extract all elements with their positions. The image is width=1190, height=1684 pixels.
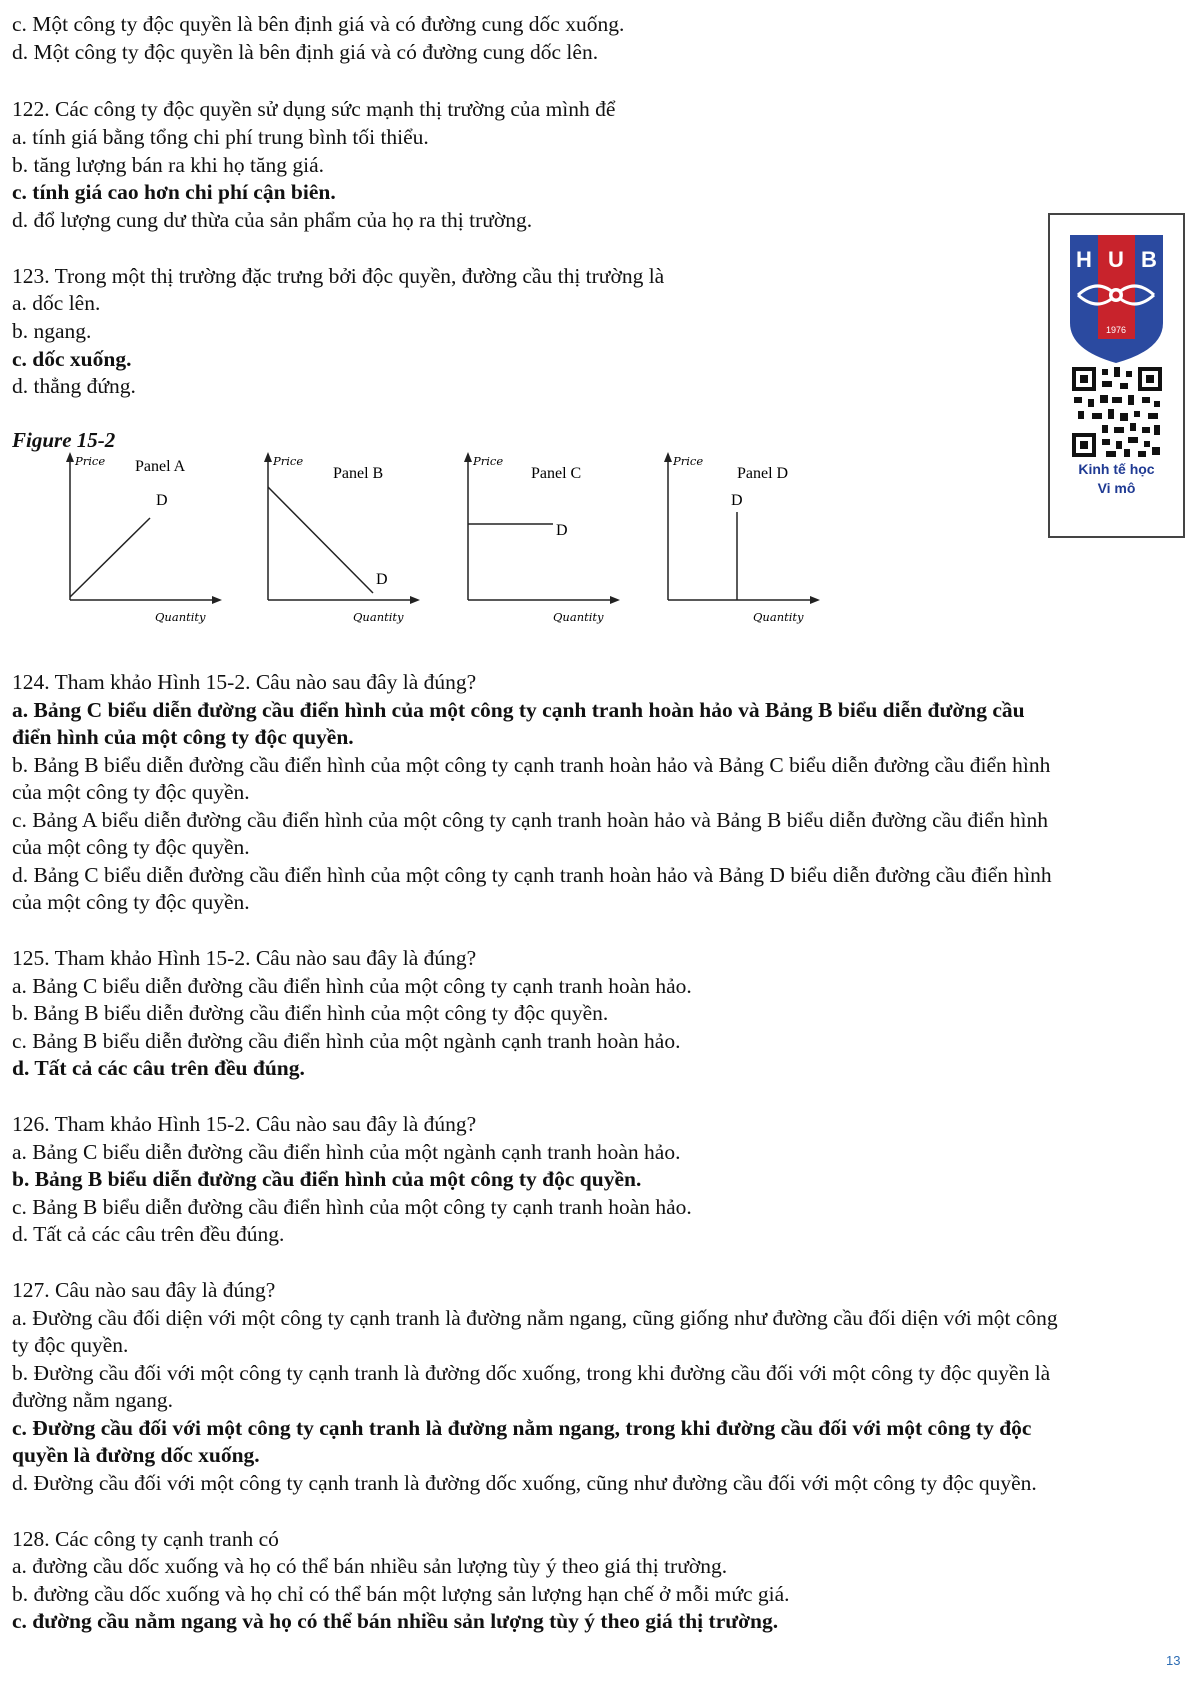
answer-125-d: d. Tất cả các câu trên đều đúng. bbox=[12, 1056, 305, 1080]
answer-126-b: b. Bảng B biểu diễn đường cầu điển hình của một công ty độc quyền. bbox=[12, 1167, 642, 1191]
answer-127-c-cont: quyền là đường dốc xuống. bbox=[12, 1443, 260, 1467]
answer-126-c: c. Bảng B biểu diễn đường cầu điển hình của một công ty cạnh tranh hoàn hảo. bbox=[12, 1195, 692, 1219]
logo-letter-h: H bbox=[1076, 247, 1092, 272]
question-127: 127. Câu nào sau đây là đúng? bbox=[12, 1278, 276, 1302]
logo-letter-u: U bbox=[1108, 247, 1124, 272]
panel-d bbox=[658, 450, 828, 630]
answer-126-d: d. Tất cả các câu trên đều đúng. bbox=[12, 1222, 285, 1246]
panel-c bbox=[458, 450, 628, 630]
demand-curve bbox=[268, 487, 373, 593]
logo-caption-line2: Vi mô bbox=[1097, 480, 1136, 496]
answer-124-a: a. Bảng C biểu diễn đường cầu điển hình của một công ty cạnh tranh hoàn hảo và Bảng B biểu diễn đường cầu bbox=[12, 698, 1025, 722]
answer-124-c-cont: của một công ty độc quyền. bbox=[12, 835, 250, 859]
answer-128-a: a. đường cầu dốc xuống và họ có thể bán nhiều sản lượng tùy ý theo giá thị trường. bbox=[12, 1554, 728, 1578]
answer-128-c: c. đường cầu nằm ngang và họ có thể bán nhiều sản lượng tùy ý theo giá thị trường. bbox=[12, 1609, 779, 1633]
arrow-right-icon bbox=[810, 596, 820, 604]
panel-c-graph bbox=[458, 450, 628, 630]
answer-123-a: a. dốc lên. bbox=[12, 291, 101, 315]
answer-127-d: d. Đường cầu đối với một công ty cạnh tranh là đường dốc xuống, cũng như đường cầu đối với một công ty độc quyền. bbox=[12, 1471, 1037, 1495]
panel-b-xlabel: Quantity bbox=[353, 610, 404, 624]
answer-123-d: d. thẳng đứng. bbox=[12, 374, 136, 398]
panel-b-ylabel: Price bbox=[273, 454, 304, 468]
panel-a-graph bbox=[60, 450, 230, 630]
answer-124-c: c. Bảng A biểu diễn đường cầu điển hình của một công ty cạnh tranh hoàn hảo và Bảng B biểu diễn đường cầu điển hình bbox=[12, 808, 1048, 832]
panel-d-graph bbox=[658, 450, 828, 630]
panel-b-graph bbox=[258, 450, 428, 630]
answer-127-a-cont: ty độc quyền. bbox=[12, 1333, 129, 1357]
arrow-right-icon bbox=[212, 596, 222, 604]
answer-124-d: d. Bảng C biểu diễn đường cầu điển hình của một công ty cạnh tranh hoàn hảo và Bảng D biểu diễn đường cầu điển hình bbox=[12, 863, 1052, 887]
answer-122-b: b. tăng lượng bán ra khi họ tăng giá. bbox=[12, 153, 325, 177]
panel-c-name: Panel C bbox=[531, 465, 582, 482]
answer-125-b: b. Bảng B biểu diễn đường cầu điển hình của một công ty độc quyền. bbox=[12, 1001, 609, 1025]
panel-a-ylabel: Price bbox=[75, 454, 106, 468]
arrow-up-icon bbox=[464, 452, 472, 462]
answer-122-d: d. đổ lượng cung dư thừa của sản phẩm của họ ra thị trường. bbox=[12, 208, 533, 232]
panel-d-name: Panel D bbox=[737, 465, 789, 482]
page-number: 13 bbox=[1166, 1653, 1181, 1668]
logo-letter-b: B bbox=[1141, 247, 1157, 272]
arrow-up-icon bbox=[664, 452, 672, 462]
panel-d-ylabel: Price bbox=[673, 454, 704, 468]
answer-125-c: c. Bảng B biểu diễn đường cầu điển hình của một ngành cạnh tranh hoàn hảo. bbox=[12, 1029, 681, 1053]
qr-code-icon bbox=[1072, 367, 1162, 457]
panel-a-dlabel: D bbox=[156, 492, 168, 509]
panel-a bbox=[60, 450, 230, 630]
panel-b-name: Panel B bbox=[333, 465, 384, 482]
answer-125-a: a. Bảng C biểu diễn đường cầu điển hình của một công ty cạnh tranh hoàn hảo. bbox=[12, 974, 692, 998]
panel-d-xlabel: Quantity bbox=[753, 610, 804, 624]
logo-year: 1976 bbox=[1105, 325, 1127, 335]
panel-c-ylabel: Price bbox=[473, 454, 504, 468]
answer-123-c: c. dốc xuống. bbox=[12, 347, 132, 371]
hub-logo-box bbox=[1048, 213, 1185, 538]
panel-a-xlabel: Quantity bbox=[155, 610, 206, 624]
demand-curve bbox=[70, 518, 150, 597]
line-0: c. Một công ty độc quyền là bên định giá và có đường cung dốc xuống. bbox=[12, 12, 625, 36]
question-128: 128. Các công ty cạnh tranh có bbox=[12, 1527, 279, 1551]
arrow-up-icon bbox=[264, 452, 272, 462]
answer-124-d-cont: của một công ty độc quyền. bbox=[12, 890, 250, 914]
line-1: d. Một công ty độc quyền là bên định giá và có đường cung dốc lên. bbox=[12, 40, 599, 64]
panel-d-dlabel: D bbox=[731, 492, 743, 509]
question-123: 123. Trong một thị trường đặc trưng bởi độc quyền, đường cầu thị trường là bbox=[12, 264, 665, 288]
answer-122-c: c. tính giá cao hơn chi phí cận biên. bbox=[12, 180, 336, 204]
answer-127-b: b. Đường cầu đối với một công ty cạnh tranh là đường dốc xuống, trong khi đường cầu đối với một công ty độc quyền là bbox=[12, 1361, 1051, 1385]
answer-122-a: a. tính giá bằng tổng chi phí trung bình tối thiểu. bbox=[12, 125, 429, 149]
question-122: 122. Các công ty độc quyền sử dụng sức mạnh thị trường của mình để bbox=[12, 97, 616, 121]
answer-124-a-cont: điển hình của một công ty độc quyền. bbox=[12, 725, 354, 749]
answer-128-b: b. đường cầu dốc xuống và họ chỉ có thể bán một lượng sản lượng hạn chế ở mỗi mức giá. bbox=[12, 1582, 790, 1606]
answer-126-a: a. Bảng C biểu diễn đường cầu điển hình của một ngành cạnh tranh hoàn hảo. bbox=[12, 1140, 681, 1164]
answer-124-b: b. Bảng B biểu diễn đường cầu điển hình của một công ty cạnh tranh hoàn hảo và Bảng C biểu diễn đường cầu điển hình bbox=[12, 753, 1051, 777]
panel-c-xlabel: Quantity bbox=[553, 610, 604, 624]
panel-c-dlabel: D bbox=[556, 522, 568, 539]
question-124: 124. Tham khảo Hình 15-2. Câu nào sau đây là đúng? bbox=[12, 670, 477, 694]
logo-caption-line1: Kinh tế học bbox=[1078, 461, 1155, 477]
panel-b bbox=[258, 450, 428, 630]
question-126: 126. Tham khảo Hình 15-2. Câu nào sau đây là đúng? bbox=[12, 1112, 477, 1136]
answer-127-b-cont: đường nằm ngang. bbox=[12, 1388, 173, 1412]
panel-a-name: Panel A bbox=[135, 458, 186, 475]
arrow-up-icon bbox=[66, 452, 74, 462]
answer-123-b: b. ngang. bbox=[12, 319, 92, 343]
hub-logo bbox=[1050, 215, 1183, 495]
figure-title: Figure 15-2 bbox=[12, 428, 116, 452]
answer-127-c: c. Đường cầu đối với một công ty cạnh tranh là đường nằm ngang, trong khi đường cầu đối với một công ty độc bbox=[12, 1416, 1032, 1440]
answer-127-a: a. Đường cầu đối diện với một công ty cạnh tranh là đường nằm ngang, cũng giống như đường cầu đối diện với một công bbox=[12, 1306, 1058, 1330]
arrow-right-icon bbox=[610, 596, 620, 604]
panel-b-dlabel: D bbox=[376, 571, 388, 588]
arrow-right-icon bbox=[410, 596, 420, 604]
answer-124-b-cont: của một công ty độc quyền. bbox=[12, 780, 250, 804]
question-125: 125. Tham khảo Hình 15-2. Câu nào sau đây là đúng? bbox=[12, 946, 477, 970]
